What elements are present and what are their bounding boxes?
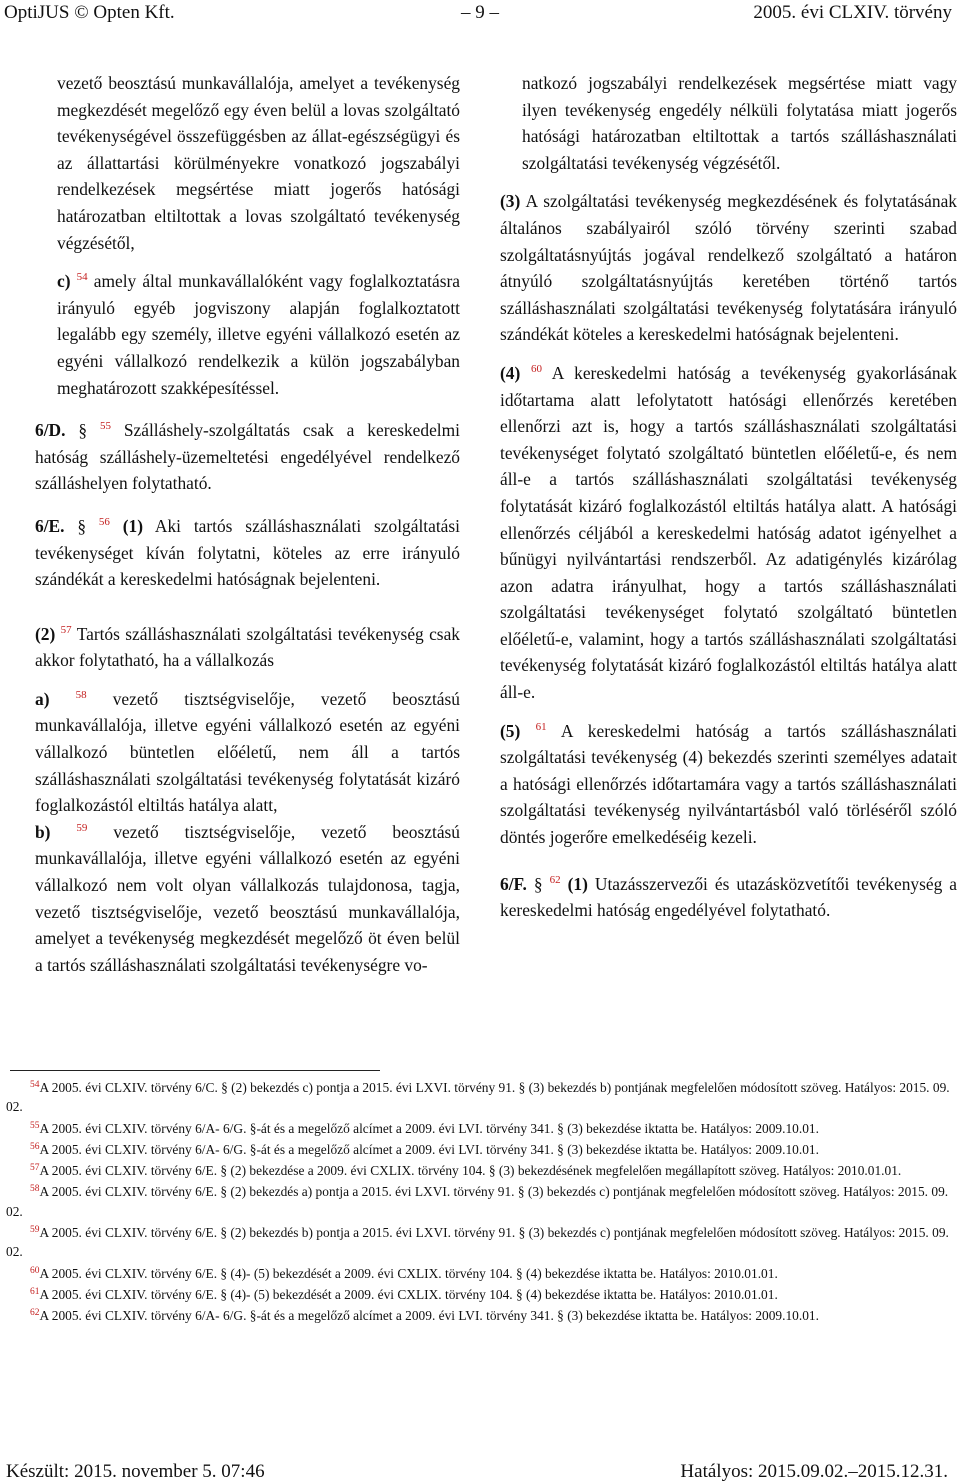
section-text: Szálláshely-szolgáltatás csak a kereskedelmi hatóság szálláshely-üzemeltetési engedélyével rendelkező szálláshelyen folytatható. [35, 420, 460, 494]
footnote-number: 56 [30, 1141, 40, 1152]
footnote-text: A 2005. évi CLXIV. törvény 6/A- 6/G. §-át és a megelőző alcímet a 2009. évi LVI. törvény 341. § (3) bekezdése iktatta be. Hatályos: 2009.10.01. [39, 1120, 819, 1136]
section-sign: § [77, 515, 87, 536]
section-text: Aki tartós szálláshasználati szolgáltatási tevékenységet kíván folytatni, köteles az erre irányuló szándékát a kereskedelmi hatóságnak bejelenteni. [35, 515, 460, 590]
paragraph-continuation: vezető beosztású munkavállalója, amelyet a tevékenység megkezdését megelőző egy éven belül a lovas szolgáltató tevékenységével összefüggésben az állat-egészségügyi és az állattartási körülményekre vonatkozó jogszabályi rendelkezések megsértése miatt jogerős hatósági határozatban eltiltottak a lovas szolgáltató tevékenység végzésétől, [57, 73, 460, 253]
paragraph-number: (4) [500, 362, 521, 383]
paragraph-number: (1) [567, 873, 588, 894]
footnote-ref-60[interactable]: 60 [531, 362, 543, 375]
footnote-number: 61 [30, 1286, 40, 1297]
publisher-label: OptiJUS © Opten Kft. [4, 2, 175, 23]
point-label: b) [35, 821, 51, 842]
point-text: vezető tisztségviselője, vezető beosztású munkavállalója, illetve egyéni vállalkozó esetén az egyéni vállalkozó büntetlen előéletű, nem áll a tartós szálláshasználati szolgáltatási tevékenység folytatását kizáró foglalkozástól eltiltás hatálya alatt, [35, 688, 460, 816]
page-number: – 9 – [461, 2, 499, 23]
point-label: a) [35, 688, 50, 709]
validity-period: Hatályos: 2015.09.02.–2015.12.31. [680, 1461, 948, 1482]
paragraph-continuation: natkozó jogszabályi rendelkezések megsértése miatt vagy ilyen tevékenység engedély nélküli folytatása miatt jogerős hatósági határozatban eltiltottak a tartós szálláshasználati szolgáltatási tevékenység végzésétől. [522, 73, 957, 173]
footnote-61 [6, 1285, 956, 1304]
paragraph-text: Tartós szálláshasználati szolgáltatási tevékenység csak akkor folytatható, ha a vállalkozás [35, 623, 460, 671]
section-6f [500, 871, 957, 924]
paragraph-3 [500, 188, 957, 348]
paragraph-text: A szolgáltatási tevékenység megkezdésének és folytatásának általános szabályairól szóló törvény szerinti szabad szolgáltatásnyújtás jogával rendelkező szolgáltató a határon átnyúló szolgáltatásnyújtás keretében történő tartós szálláshasználati szolgáltatási tevékenység folytatására irányuló szándékát köteles a kereskedelmi hatóságnak bejelenteni. [500, 191, 957, 345]
footnote-ref-61[interactable]: 61 [535, 720, 547, 733]
footnote-54 [6, 1078, 956, 1117]
section-number: 6/E. [35, 515, 65, 536]
section-6d [35, 417, 460, 497]
footnote-text: A 2005. évi CLXIV. törvény 6/E. § (4)- (5) bekezdését a 2009. évi CXLIX. törvény 104. § (4) bekezdése iktatta be. Hatályos: 2010.01.01. [39, 1265, 778, 1281]
footnote-55 [6, 1119, 956, 1138]
left-column [35, 70, 460, 978]
footnote-ref-55[interactable]: 55 [99, 420, 111, 433]
footnote-text: A 2005. évi CLXIV. törvény 6/A- 6/G. §-át és a megelőző alcímet a 2009. évi LVI. törvény 341. § (3) bekezdése iktatta be. Hatályos: 2009.10.01. [39, 1141, 819, 1157]
footnote-ref-57[interactable]: 57 [60, 623, 72, 636]
right-column [500, 70, 957, 924]
paragraph-number: (3) [500, 191, 521, 212]
footnote-number: 60 [30, 1265, 40, 1276]
footnote-text: A 2005. évi CLXIV. törvény 6/E. § (2) bekezdés a) pontja a 2015. évi LXVI. törvény 91. § (3) bekezdés c) pontjának megfelelően módosított szöveg. Hatályos: 2015. 09. 02. [6, 1184, 949, 1219]
footnote-number: 59 [30, 1225, 40, 1236]
section-number: 6/D. [35, 420, 66, 441]
footnote-ref-54[interactable]: 54 [76, 271, 88, 284]
point-c [35, 268, 460, 401]
paragraph-number: (1) [122, 515, 143, 536]
footnote-number: 54 [30, 1080, 40, 1090]
section-6e [35, 513, 460, 593]
paragraph-4 [500, 360, 957, 706]
paragraph-5 [500, 718, 957, 851]
footnote-58 [6, 1182, 956, 1221]
section-sign: § [78, 420, 88, 441]
paragraph-text: A kereskedelmi hatóság a tartós szálláshasználati szolgáltatási tevékenység (4) bekezdés szerinti személyes adatait a hatósági ellenőrzés időtartamára vagy a tartós szálláshasználati szolgáltatási tevékenység nyilvántartásból való törléséről szóló döntés jogerőre emelkedéséig kezeli. [500, 720, 957, 848]
point-text: amely által munkavállalóként vagy foglalkoztatásra irányuló egyéb jogviszony alapján foglalkoztatott legalább egy személy, illetve egyéni vállalkozó esetén az egyéni vállalkozó rendelkezik a külön jogszabályban meghatározott szakképesítéssel. [57, 271, 460, 398]
paragraph-number: (5) [500, 720, 521, 741]
footnote-text: A 2005. évi CLXIV. törvény 6/E. § (2) bekezdés b) pontja a 2015. évi LXVI. törvény 91. § (3) bekezdés c) pontjának megfelelően módosított szöveg. Hatályos: 2015. 09. 02. [6, 1225, 949, 1260]
footnote-number: 62 [30, 1308, 40, 1319]
footnotes [6, 1078, 956, 1328]
footnote-ref-58[interactable]: 58 [75, 688, 87, 701]
footnote-number: 55 [30, 1120, 40, 1131]
footnote-59 [6, 1223, 956, 1262]
footnote-text: A 2005. évi CLXIV. törvény 6/A- 6/G. §-át és a megelőző alcímet a 2009. évi LVI. törvény 341. § (3) bekezdése iktatta be. Hatályos: 2009.10.01. [39, 1308, 819, 1324]
paragraph-number: (2) [35, 623, 56, 644]
page-header [0, 0, 960, 26]
point-text: vezető tisztségviselője, vezető beosztású munkavállalója, illetve egyéni vállalkozó esetén az egyéni vállalkozó nem volt olyan vállalkozás tulajdonosa, tagja, vezető tisztségviselője, vezető beosztású munkavállalója, amelyet a tevékenység megkezdését megelőző öt éven belül a tartós szálláshasználati szolgáltatási tevékenységre vo- [35, 821, 461, 975]
point-label: c) [57, 271, 71, 292]
law-title: 2005. évi CLXIV. törvény [753, 2, 952, 23]
footnote-62 [6, 1306, 956, 1325]
footnote-60 [6, 1264, 956, 1283]
footnote-ref-56[interactable]: 56 [98, 515, 110, 528]
section-sign: § [533, 873, 543, 894]
point-a [35, 686, 460, 819]
created-timestamp: Készült: 2015. november 5. 07:46 [6, 1461, 265, 1482]
footnote-number: 58 [30, 1184, 40, 1195]
footnote-text: A 2005. évi CLXIV. törvény 6/E. § (2) bekezdése a 2009. évi CXLIX. törvény 104. § (3) bekezdésének megfelelően megállapított szöveg. Hatályos: 2010.01.01. [39, 1163, 902, 1179]
footnote-divider [10, 1070, 380, 1071]
section-number: 6/F. [500, 873, 527, 894]
page-footer [0, 1460, 960, 1484]
footnote-57 [6, 1161, 956, 1180]
footnote-text: A 2005. évi CLXIV. törvény 6/E. § (4)- (5) bekezdését a 2009. évi CXLIX. törvény 104. § (4) bekezdése iktatta be. Hatályos: 2010.01.01. [39, 1286, 778, 1302]
footnote-ref-62[interactable]: 62 [549, 873, 561, 886]
paragraph-text: A kereskedelmi hatóság a tevékenység gyakorlásának időtartama alatt lefolytatott hatósági ellenőrzés keretében ellenőrzi azt is, hogy a tartós szálláshasználati szolgáltatási tevékenységet folytató szolgáltató büntetlen előéletű-e, és nem áll-e a tartós szálláshasználati szolgáltatási tevékenység folytatását kizáró foglalkozástól eltiltás hatálya alatt. A hatósági ellenőrzés céljából a kereskedelmi hatóság adatot igényelhet a bűnügyi nyilvántartási rendszerből. Az adatigénylés kizárólag azon adatra irányulhat, hogy a tartós szálláshasználati szolgáltatási tevékenységet folytató szolgáltató büntetlen előéletű-e, valamint, hogy a tartós szálláshasználati szolgáltatási tevékenység folytatását kizáró foglalkozástól eltiltás hatálya alatt áll-e. [500, 362, 957, 703]
footnote-number: 57 [30, 1163, 40, 1174]
footnote-text: A 2005. évi CLXIV. törvény 6/C. § (2) bekezdés c) pontja a 2015. évi LXVI. törvény 91. § (3) bekezdés b) pontjának megfelelően módosított szöveg. Hatályos: 2015. 09. 02. [6, 1080, 950, 1115]
section-text: Utazásszervezői és utazásközvetítői tevékenység a kereskedelmi hatóság engedélyével folytatható. [500, 873, 957, 921]
footnote-56 [6, 1140, 956, 1159]
paragraph-2 [35, 621, 460, 674]
footnote-ref-59[interactable]: 59 [76, 821, 88, 834]
point-b [35, 819, 460, 979]
